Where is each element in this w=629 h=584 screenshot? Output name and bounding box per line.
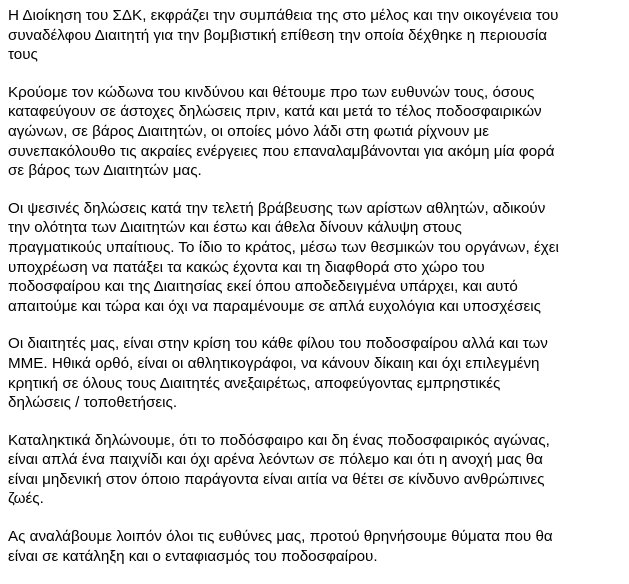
document-body: [8, 6, 623, 584]
paragraph-conclusion: Καταληκτικά δηλώνουμε, ότι το ποδόσφαιρο και δη ένας ποδοσφαιρικός αγώνας, είναι απλά ένα παιχνίδι και όχι αρένα λεόντων σε πόλεμο και ότι η ανοχή μας θα είναι μηδενική στον όποιο παράγοντα είναι αιτία να θέτει σε κίνδυνο ανθρώπινες ζωές.: [8, 431, 550, 508]
paragraph-closing: Ας αναλάβουμε λοιπόν όλοι τις ευθύνες μας, προτού θρηνήσουμε θύματα που θα είναι σε κατάληξη και ο ενταφιασμός του ποδοσφαίρου.: [8, 528, 553, 565]
paragraph-sympathy: Η Διοίκηση του ΣΔΚ, εκφράζει την συμπάθεια της στο μέλος και την οικογένεια του συναδέλφου Διαιτητή για την βομβιστική επίθεση την οποία δέχθηκε η περιουσία τους: [8, 7, 559, 64]
paragraph-referees: Οι διαιτητές μας, είναι στην κρίση του κάθε φίλου του ποδοσφαίρου αλλά και των ΜΜΕ. Ηθικά ορθό, είναι οι αθλητικογράφοι, να κάνουν δίκαιη και όχι επιλεγμένη κρητική σε όλους τους Διαιτητές ανεξαιρέτως, αποφεύγοντας εμπρηστικές δηλώσεις / τοποθετήσεις.: [8, 335, 548, 412]
paragraph-statements: Οι ψεσινές δηλώσεις κατά την τελετή βράβευσης των αρίστων αθλητών, αδικούν την ολότητα των Διαιτητών και έστω και άθελα δίνουν κάλυψη στους πραγματικούς υπαίτιους. Το ίδιο το κράτος, μέσω των θεσμικών του οργάνων, έχει υποχρέωση να πατάξει τα κακώς έχοντα και τη διαφθορά στο χώρο του ποδοσφαίρου και της Διαιτησίας εκεί όπου αποδεδειγμένα υπάρχει, και αυτό απαιτούμε και τώρα και όχι να παραμένουμε σε απλά ευχολόγια και υποσχέσεις: [8, 199, 559, 315]
paragraph-warning: Κρούομε τον κώδωνα του κινδύνου και θέτουμε προ των ευθυνών τους, όσους καταφεύγουν σε άστοχες δηλώσεις πριν, κατά και μετά το τέλος ποδοσφαιρικών αγώνων, σε βάρος Διαιτητών, οι οποίες μόνο λάδι στη φωτιά ρίχνουν με συνεπακόλουθο τις ακραίες ενέργειες που επαναλαμβάνονται για ακόμη μία φορά σε βάρος των Διαιτητών μας.: [8, 83, 555, 180]
